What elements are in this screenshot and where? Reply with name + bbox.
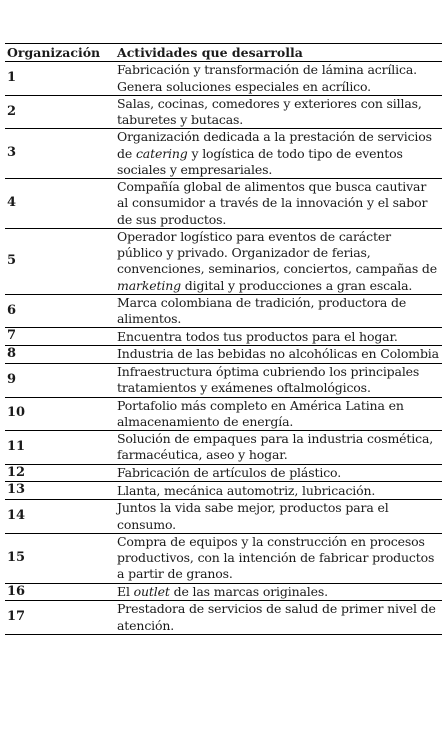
table-body — [5, 62, 442, 635]
activity-description — [115, 601, 442, 635]
organization-number: 7 — [5, 328, 115, 346]
organization-number: 8 — [5, 346, 115, 364]
activity-text: Fabricación de artículos de plástico. — [117, 464, 342, 480]
organization-number: 11 — [5, 431, 115, 465]
activity-text: digital y producciones a gran escala. — [180, 277, 413, 293]
activity-description — [115, 294, 442, 328]
activity-text: Compañía global de alimentos que busca cautivar al consumidor a través de la innovación y el sabor de sus productos. — [117, 179, 428, 227]
activity-text: Salas, cocinas, comedores y exteriores con sillas, taburetes y butacas. — [117, 95, 422, 127]
header-row — [5, 44, 442, 62]
table-row — [5, 179, 442, 229]
table-row — [5, 583, 442, 601]
activity-italic-term: catering — [135, 145, 188, 161]
activity-text: El — [117, 583, 134, 599]
activity-text: Encuentra todos tus productos para el hogar. — [117, 328, 398, 344]
organization-number: 13 — [5, 482, 115, 500]
activity-text: Industria de las bebidas no alcohólicas en Colombia — [117, 346, 439, 362]
table-row — [5, 397, 442, 431]
table-row — [5, 346, 442, 364]
activity-description — [115, 482, 442, 500]
activity-text: y logística de todo tipo de eventos sociales y empresariales. — [117, 145, 403, 177]
organization-number: 5 — [5, 228, 115, 294]
organization-number: 6 — [5, 294, 115, 328]
table-row — [5, 533, 442, 583]
activity-text: Infraestructura óptima cubriendo los principales tratamientos y exámenes oftalmológicos. — [117, 364, 420, 396]
organization-number: 3 — [5, 129, 115, 179]
organization-number: 12 — [5, 464, 115, 482]
activity-text: Portafolio más completo en América Latina en almacenamiento de energía. — [117, 397, 404, 429]
activity-description — [115, 397, 442, 431]
activity-text: Compra de equipos y la construcción en procesos productivos, con la intención de fabricar productos a partir de granos. — [117, 533, 435, 582]
activity-text: de las marcas originales. — [169, 583, 328, 599]
table-row — [5, 464, 442, 482]
activity-description — [115, 62, 442, 96]
activity-text: Juntos la vida sabe mejor, productos para el consumo. — [117, 500, 389, 532]
activity-text: Organización dedicada a la prestación de servicios de — [117, 129, 432, 161]
activity-description — [115, 129, 442, 179]
organization-number: 1 — [5, 62, 115, 96]
table-row — [5, 228, 442, 294]
organization-number: 10 — [5, 397, 115, 431]
table-row — [5, 129, 442, 179]
activity-text: Marca colombiana de tradición, productora de alimentos. — [117, 294, 407, 326]
activity-description — [115, 346, 442, 364]
organization-number: 16 — [5, 583, 115, 601]
organization-number: 4 — [5, 179, 115, 229]
activity-text: Fabricación y transformación de lámina acrílica. Genera soluciones especiales en acrílico. — [117, 62, 417, 94]
table-row — [5, 500, 442, 534]
activity-description — [115, 228, 442, 294]
header-organizacion: Organización — [5, 44, 115, 62]
table-row — [5, 601, 442, 635]
activity-italic-term: outlet — [133, 583, 170, 599]
activity-text: Solución de empaques para la industria cosmética, farmacéutica, aseo y hogar. — [117, 431, 434, 463]
activity-text: Operador logístico para eventos de carácter público y privado. Organizador de ferias, convenciones, seminarios, conciertos, campañas de — [117, 228, 438, 277]
activity-description — [115, 431, 442, 465]
table-row — [5, 482, 442, 500]
activity-description — [115, 179, 442, 229]
organization-number: 2 — [5, 95, 115, 129]
organization-number: 15 — [5, 533, 115, 583]
header-actividades: Actividades que desarrolla — [115, 44, 442, 62]
organization-number: 14 — [5, 500, 115, 534]
activity-text: Llanta, mecánica automotriz, lubricación. — [117, 482, 376, 498]
activity-description — [115, 464, 442, 482]
table-row — [5, 62, 442, 96]
activity-description — [115, 95, 442, 129]
activity-text: Prestadora de servicios de salud de primer nivel de atención. — [117, 601, 436, 633]
organization-number: 17 — [5, 601, 115, 635]
activity-description — [115, 500, 442, 534]
table-header — [5, 44, 442, 62]
organizations-table — [5, 43, 442, 635]
table-row — [5, 364, 442, 398]
table-row — [5, 95, 442, 129]
activity-description — [115, 533, 442, 583]
activity-italic-term: marketing — [117, 277, 181, 293]
table-row — [5, 431, 442, 465]
activity-description — [115, 364, 442, 398]
activity-description — [115, 328, 442, 346]
organization-number: 9 — [5, 364, 115, 398]
activity-description — [115, 583, 442, 601]
table-row — [5, 294, 442, 328]
table-row — [5, 328, 442, 346]
